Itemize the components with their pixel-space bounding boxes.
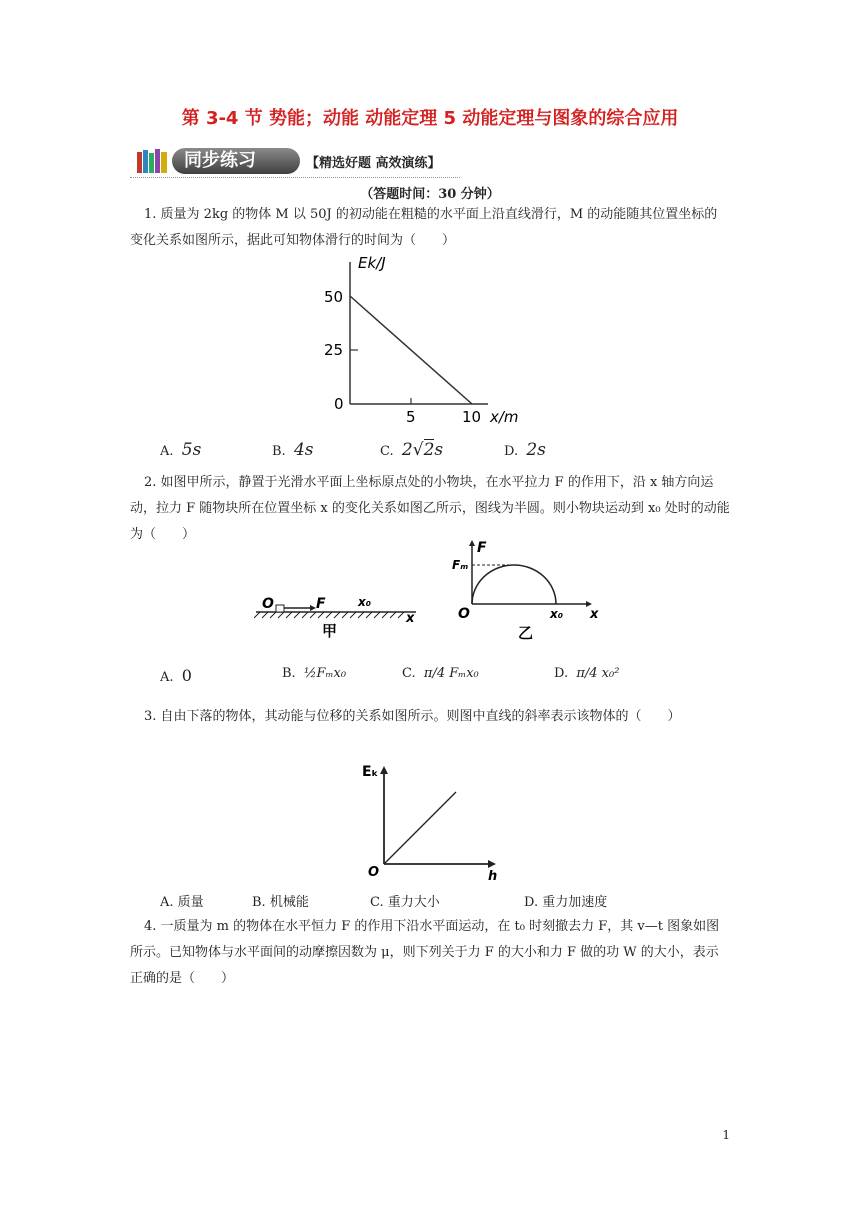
q2-yi-fm: Fₘ xyxy=(452,558,469,572)
q1-ytick-50: 50 xyxy=(324,288,344,306)
q1-option-d[interactable]: D. 2s xyxy=(504,440,546,460)
q2-yi-origin: O xyxy=(458,606,470,622)
q2-jia-force: F xyxy=(316,596,326,612)
q1-xtick-5: 5 xyxy=(406,408,416,426)
q2-jia-x: x xyxy=(406,611,415,626)
q2-option-d[interactable]: D. π/4 x₀² xyxy=(554,666,620,681)
q1-ek-x-chart xyxy=(318,252,548,432)
time-note: （答题时间：30 分钟） xyxy=(360,187,500,202)
q2-jia-origin: O xyxy=(262,596,274,612)
q1-xlabel: x/m xyxy=(490,408,519,426)
books-icon xyxy=(136,148,170,174)
q1-option-c[interactable]: C. 2√2s xyxy=(380,440,444,460)
question-4-text: 4. 一质量为 m 的物体在水平恒力 F 的作用下沿水平面运动，在 t₀ 时刻撤去力 F，其 v—t 图象如图所示。已知物体与水平面间的动摩擦因数为 μ，则下列关于力 F 的大小和力 F 做的功 W 的大小，表示正确的是（ ） xyxy=(130,919,720,986)
banner-tag: 【精选好题 高效演练】 xyxy=(306,156,441,171)
question-1-text: 1. 质量为 2kg 的物体 M 以 50J 的初动能在粗糙的水平面上沿直线滑行，M 的动能随其位置坐标的变化关系如图所示，据此可知物体滑行的时间为（ ） xyxy=(130,207,718,248)
q2-option-a[interactable]: A. 0 xyxy=(160,666,192,685)
q2-jia-caption: 甲 xyxy=(322,622,338,640)
q3-option-d[interactable]: D. 重力加速度 xyxy=(524,895,608,910)
q2-figure-jia xyxy=(254,584,424,640)
q3-origin: O xyxy=(368,865,380,880)
q3-option-b[interactable]: B. 机械能 xyxy=(252,895,309,910)
banner-divider xyxy=(130,177,460,178)
q1-option-b[interactable]: B. 4s xyxy=(272,440,314,460)
q3-option-a[interactable]: A. 质量 xyxy=(160,895,204,910)
q1-xtick-10: 10 xyxy=(462,408,482,426)
q1-ylabel: Ek/J xyxy=(358,254,386,272)
page-title: 第 3-4 节 势能；动能 动能定理 5 动能定理与图象的综合应用 xyxy=(181,108,679,129)
q1-ytick-0: 0 xyxy=(334,395,344,413)
q3-option-c[interactable]: C. 重力大小 xyxy=(370,895,440,910)
section-banner xyxy=(130,144,460,180)
question-3-text: 3. 自由下落的物体，其动能与位移的关系如图所示。则图中直线的斜率表示该物体的（ ） xyxy=(144,709,681,724)
q2-yi-x: x xyxy=(590,607,599,622)
q2-option-c[interactable]: C. π/4 Fₘx₀ xyxy=(402,666,479,681)
q2-jia-x0: x₀ xyxy=(358,595,371,609)
q3-ek-h-chart xyxy=(358,760,508,884)
page-number: 1 xyxy=(722,1128,730,1142)
q1-option-a[interactable]: A. 5s xyxy=(160,440,202,460)
banner-label: 同步练习 xyxy=(172,148,300,174)
q3-ylabel: Eₖ xyxy=(362,764,379,780)
q2-figure-yi xyxy=(450,538,610,642)
question-2-text: 2. 如图甲所示，静置于光滑水平面上坐标原点处的小物块，在水平拉力 F 的作用下，沿 x 轴方向运动，拉力 F 随物块所在位置坐标 x 的变化关系如图乙所示，图线为半圆。则小物块运动到 x₀ 处时的动能为（ ） xyxy=(130,475,730,542)
q3-xlabel: h xyxy=(488,869,498,884)
q1-ytick-25: 25 xyxy=(324,341,344,359)
q2-option-b[interactable]: B. ½Fₘx₀ xyxy=(282,666,347,681)
q2-yi-x0: x₀ xyxy=(550,607,563,621)
q2-yi-force: F xyxy=(477,540,487,556)
q2-yi-caption: 乙 xyxy=(518,624,534,642)
